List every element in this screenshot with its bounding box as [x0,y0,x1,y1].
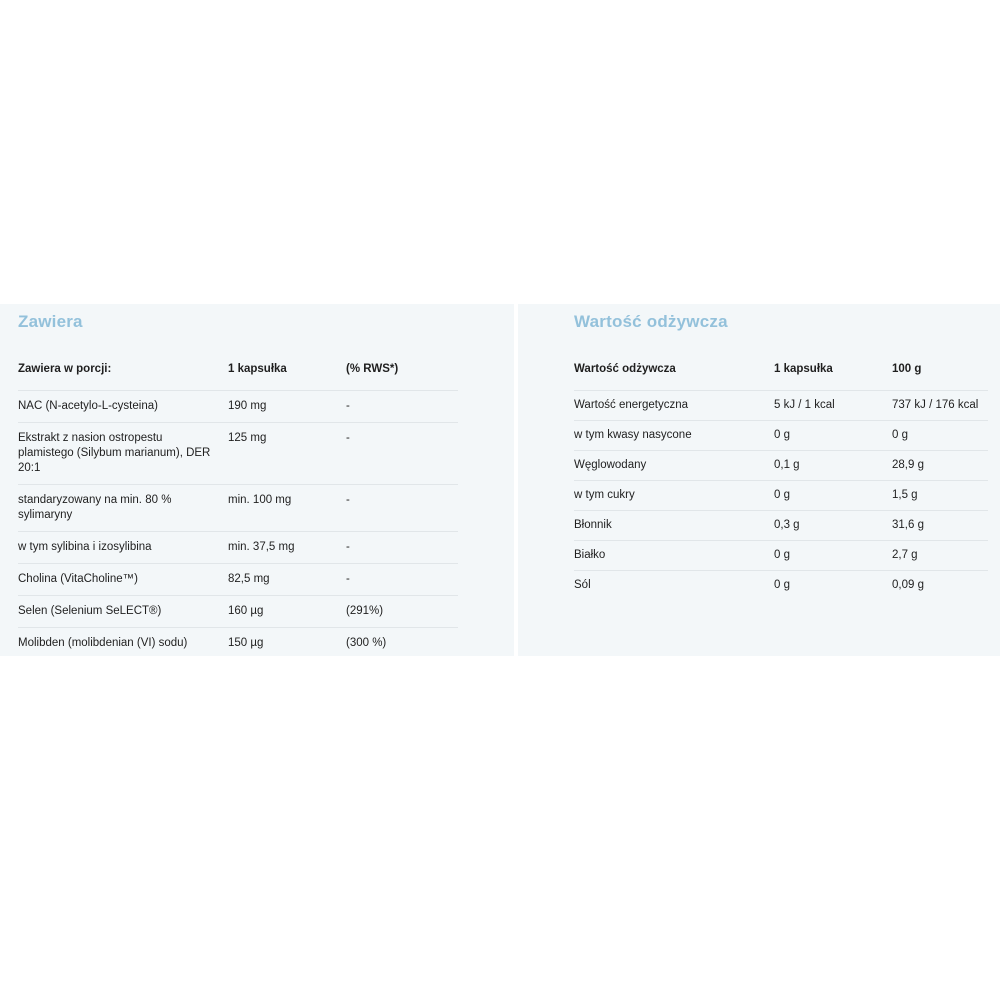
table-row [574,391,988,421]
nutrient-name: Białko [574,541,774,571]
table-header-row [574,348,988,391]
column-header: Zawiera w porcji: [18,348,228,391]
table-row [574,451,988,481]
ingredient-amount: min. 100 mg [228,485,346,532]
ingredient-amount: 150 µg [228,637,264,649]
table-row [574,481,988,511]
ingredient-name: w tym sylibina i izosylibina [18,532,228,564]
nutrient-per-capsule: 0 g [774,481,892,511]
nutrient-name: w tym cukry [574,481,774,511]
nutrition-table [574,348,988,600]
ingredient-name: Selen (Selenium SeLECT®) [18,596,228,628]
nutrient-per-capsule: 0 g [774,421,892,451]
nutrient-name: Błonnik [574,511,774,541]
ingredient-amount: 82,5 mg [228,564,346,596]
nutrient-name: Węglowodany [574,451,774,481]
nutrient-per-capsule: 0 g [774,541,892,571]
nutrient-per-100g: 737 kJ / 176 kcal [892,391,988,421]
nutrient-name: Sól [574,579,591,591]
table-row [18,423,458,485]
nutrition-panel [518,304,1000,656]
nutrient-per-100g: 0 g [892,421,988,451]
nutrient-per-100g: 0,09 g [892,579,924,591]
nutrient-per-capsule: 0 g [774,579,790,591]
ingredient-name: Ekstrakt z nasion ostropestu plamistego (Silybum marianum), DER 20:1 [18,423,228,485]
table-row [18,485,458,532]
ingredient-amount: 125 mg [228,423,346,485]
ingredient-amount: min. 37,5 mg [228,532,346,564]
ingredient-rws: - [346,485,458,532]
ingredient-amount: 190 mg [228,391,346,423]
column-header: 1 kapsułka [228,348,346,391]
ingredient-amount: 160 µg [228,596,346,628]
table-row [574,541,988,571]
nutrient-name: Wartość energetyczna [574,391,774,421]
ingredient-rws: - [346,391,458,423]
ingredient-name: Cholina (VitaCholine™) [18,564,228,596]
column-header: Wartość odżywcza [574,348,774,391]
table-row [574,511,988,541]
ingredients-panel [0,304,514,656]
nutrient-per-100g: 31,6 g [892,511,988,541]
table-row [574,571,988,601]
ingredient-rws: - [346,564,458,596]
ingredient-rws: (291%) [346,596,458,628]
table-row [574,421,988,451]
table-row [18,532,458,564]
table-row [18,596,458,628]
ingredients-title: Zawiera [18,312,83,331]
nutrient-per-100g: 28,9 g [892,451,988,481]
ingredient-name: standaryzowany na min. 80 % sylimaryny [18,485,228,532]
ingredient-name: NAC (N-acetylo-L-cysteina) [18,391,228,423]
nutrient-per-capsule: 0,1 g [774,451,892,481]
column-header: 100 g [892,348,988,391]
ingredient-rws: (300 %) [346,637,387,649]
table-header-row [18,348,458,391]
ingredient-rws: - [346,532,458,564]
ingredient-rws: - [346,423,458,485]
nutrient-per-capsule: 0,3 g [774,511,892,541]
table-row [18,391,458,423]
nutrient-per-capsule: 5 kJ / 1 kcal [774,391,892,421]
nutrient-per-100g: 1,5 g [892,481,988,511]
column-header: (% RWS*) [346,348,458,391]
nutrient-name: w tym kwasy nasycone [574,421,774,451]
nutrition-title: Wartość odżywcza [574,312,728,331]
ingredient-name: Molibden (molibdenian (VI) sodu) [18,637,188,649]
nutrient-per-100g: 2,7 g [892,541,988,571]
table-row [18,564,458,596]
table-row [18,628,458,660]
ingredients-table [18,348,458,659]
column-header: 1 kapsułka [774,348,892,391]
